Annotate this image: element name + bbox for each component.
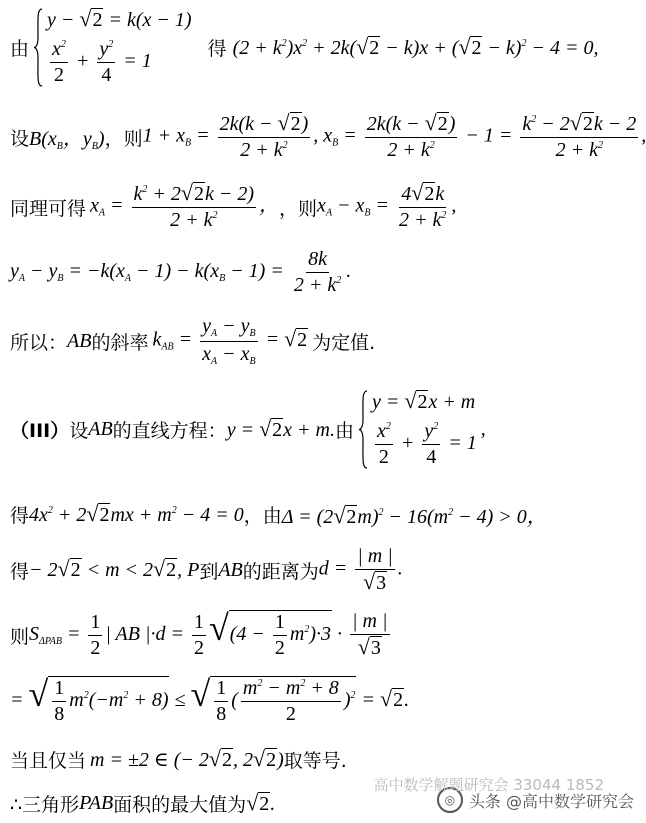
line-discriminant: 得 $4x^2 + 2$ √ 2 mx + $m^2 - 4 = 0$ ，由 Δ = (2 √ 2 $m)^2 - 16(m^2 - 4) > 0$， <box>10 500 547 528</box>
line-inequality: = √ $\frac{1}{8}$ $m^2(-m^2 + 8)$ ≤ √ $\frac{1}{8}$ ( $\frac{m^2 - m^2 + 8}{2}$ )$^2$ = √ 2 . <box>10 674 410 725</box>
line-conclusion: ∴三角形 PAB 面积的最大值为 √ 2 . <box>10 789 276 816</box>
line-distance: 得 − 2 √ 2 < m < 2 √ 2 , P 到 AB 的距离为 d = | m | √ 3 . <box>10 545 403 594</box>
line-area: 则 $S_{\Delta PAB}$ = $\frac{1}{2}$ | AB |·d = $\frac{1}{2}$ √ (4 − $\frac{1}{2}$ $m^2)\cdot 3$ · | m | √ 3 <box>10 608 388 660</box>
left-brace-icon <box>33 8 43 87</box>
line-equality: 当且仅当 m = ±2 ∈ (− 2 √ 2 , 2 √ 2 ) 取等号. <box>10 746 347 772</box>
watermark-text: 头条 @高中数学研究会 <box>468 791 634 811</box>
equation-system: y − √ 2 = k(x − 1) $\frac{x^2}{2}$ + $\frac{y^2}{4}$ = 1 <box>33 8 192 87</box>
line-xb: 设 $B(x_B$，$y_B$) ，则 $1 + x_B$ = 2k(k − √ 2 ) $2 + k^2$ , $x_B$ = 2k(k − √ 2 ) $2 + k^2$ − 1 = $k^2 - 2$ √ 2 k − 2 $2 + k^2$ , <box>10 110 646 161</box>
watermark-faint-text: 高中数学解题研究会 33044 1852 <box>373 776 604 794</box>
line-ya-yb: $y_A - y_B = -k(x_A - 1) - k(x_B - 1)$ = $\frac{8k}{2 + k^2}$ . <box>10 248 352 296</box>
left-brace-icon <box>358 390 368 469</box>
line-xa: 同理可得 $x_A$ = $k^2 + 2$ √ 2 k − 2) $2 + k^2$ ， ，则 $x_A - x_B$ = 4 √ 2 k $2 + k^2$ , <box>10 180 457 231</box>
line-slope: 所以： AB 的斜率 $k_{AB}$ = $\frac{y_A - y_B}{x_A - x_B}$ = √ 2 为定值. <box>10 315 376 367</box>
watermark <box>373 776 634 813</box>
equation-system-2: y = √ 2 x + m $\frac{x^2}{2}$ + $\frac{y^2}{4}$ = 1 <box>358 390 477 469</box>
line-part3: （III） 设 AB 的直线方程： y = √ 2 x + m. 由 y = √ 2 x + m $\frac{x^2}{2}$ + $\frac{y^2}{4}$ = 1 , <box>10 388 486 468</box>
toutiao-logo-icon: ◎ <box>437 787 463 813</box>
line-system: 由 y − √ 2 = k(x − 1) $\frac{x^2}{2}$ + $\frac{y^2}{4}$ = 1 得 $(2 + k^2)x^2 + 2k$( √ 2 − k)x + ( √ 2 − k)$^2$ − 4 = 0, <box>10 6 599 86</box>
